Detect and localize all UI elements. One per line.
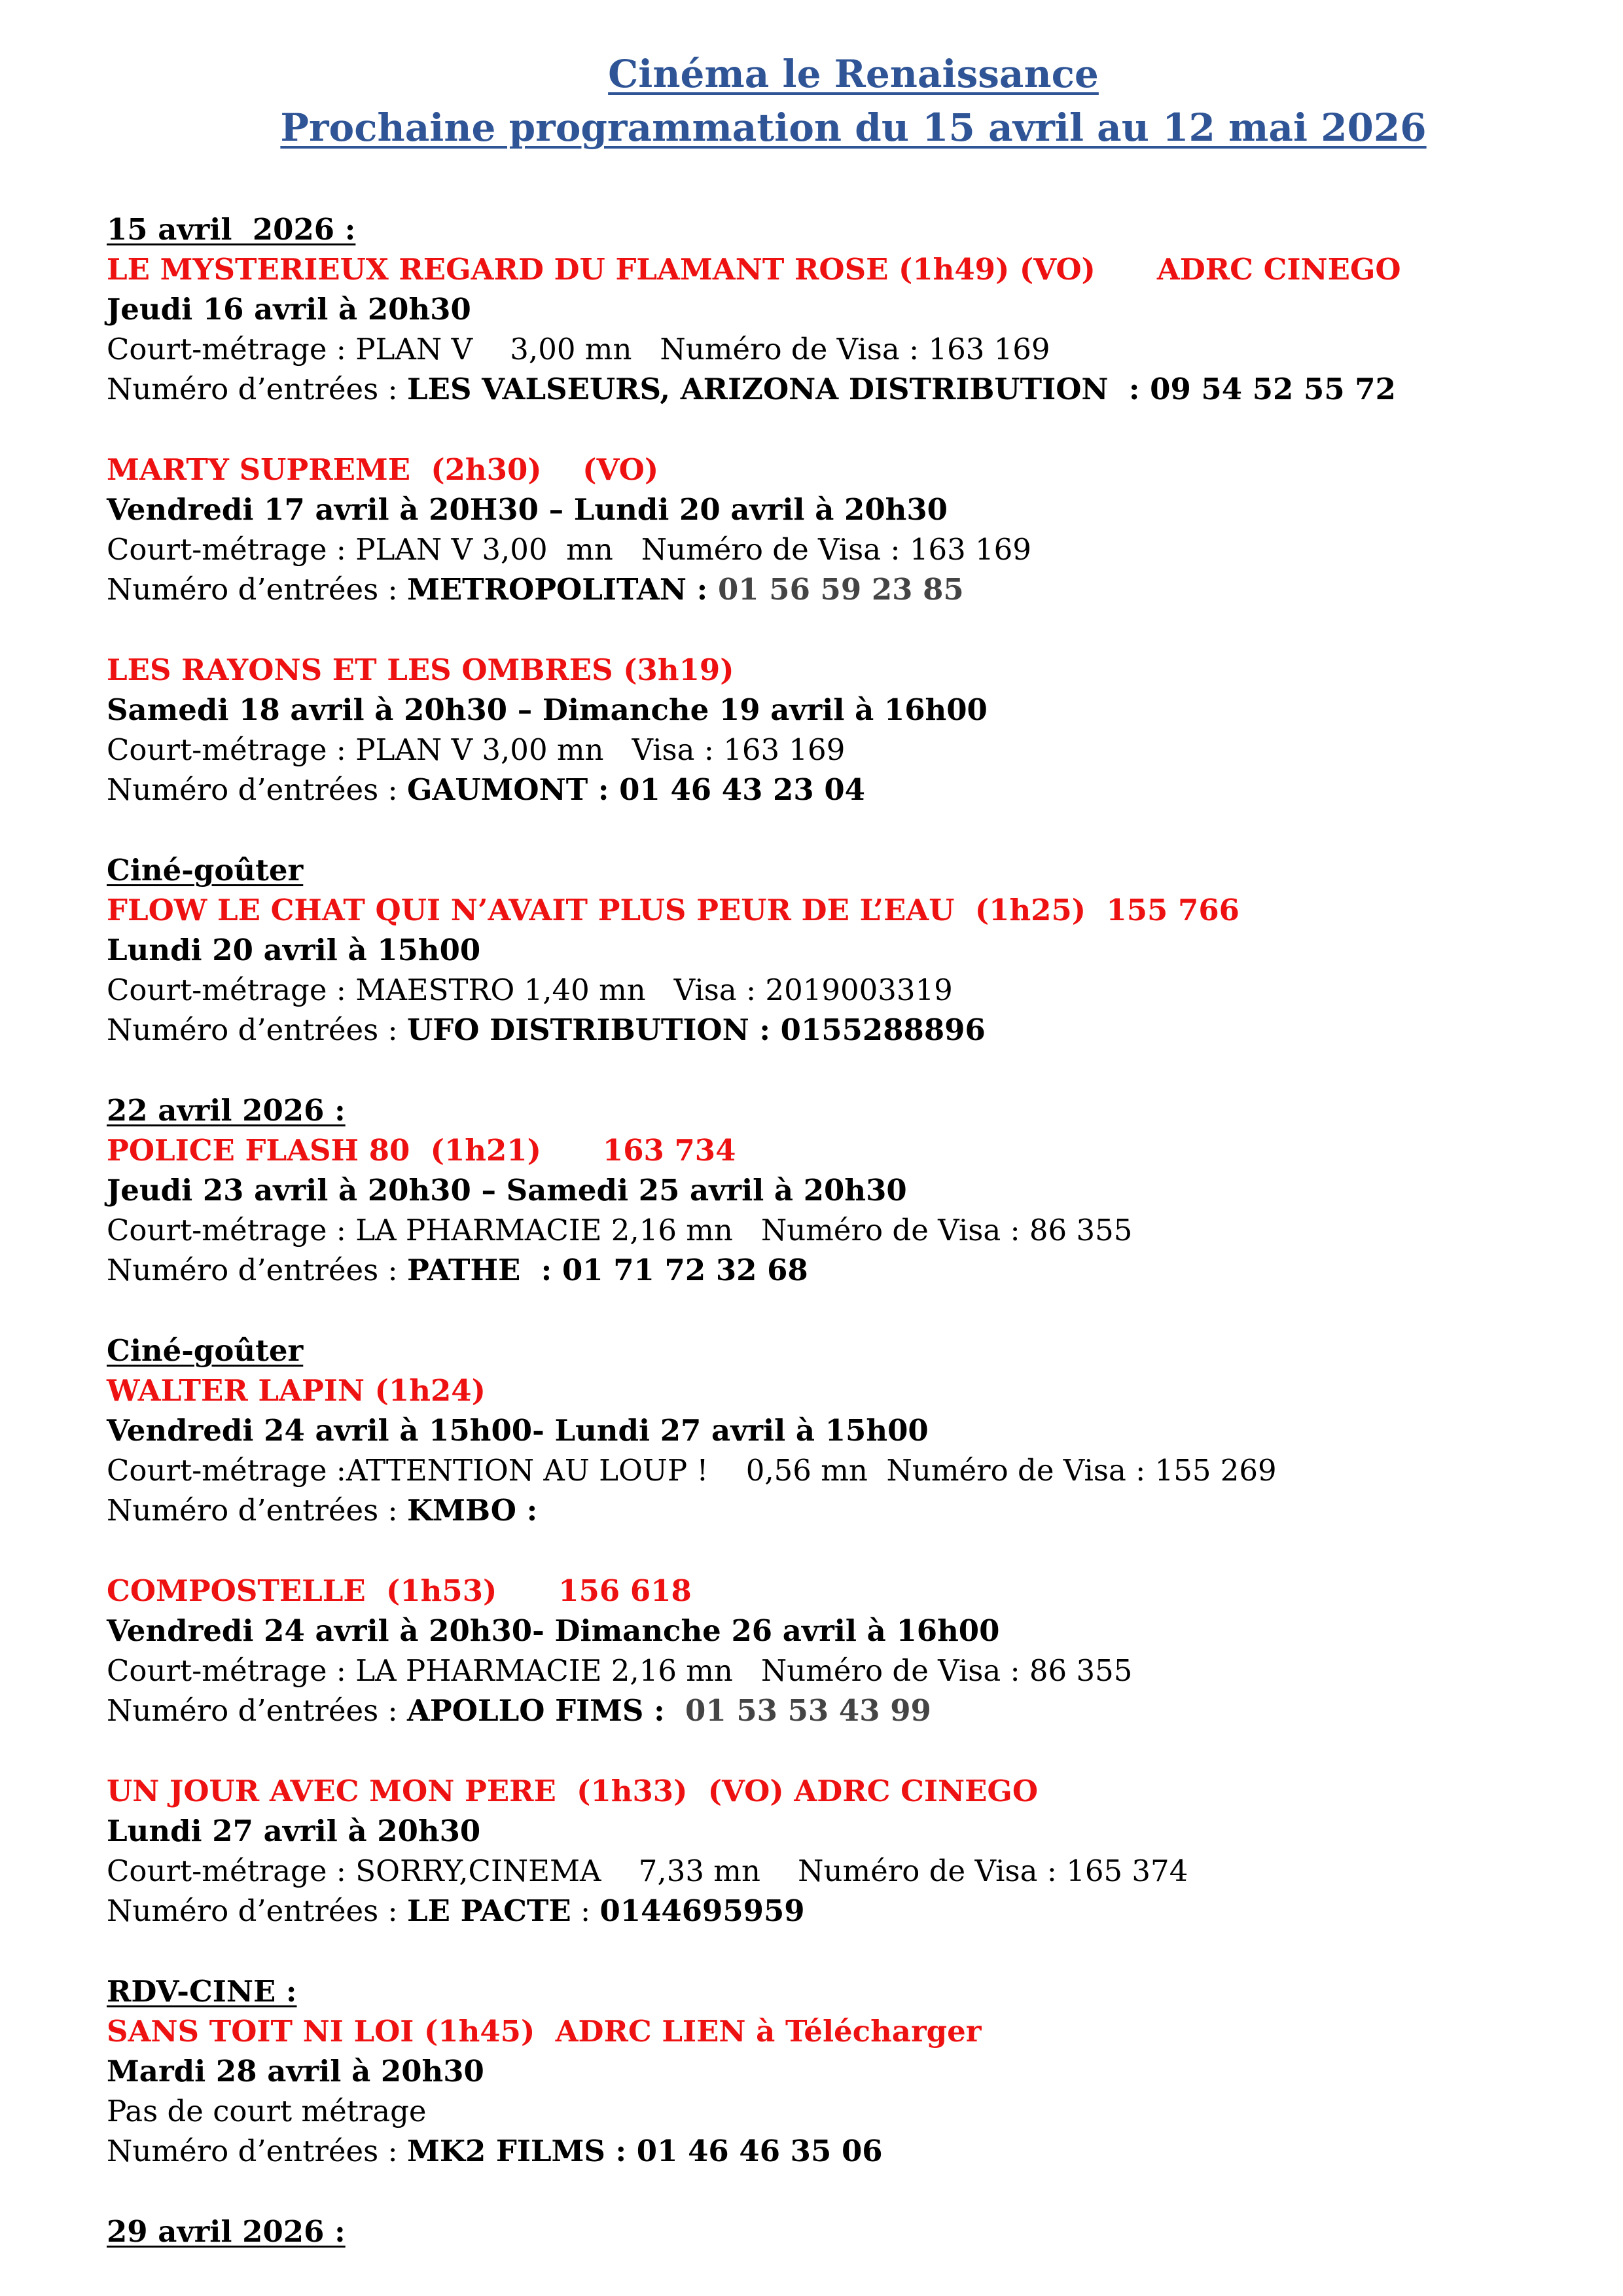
- distributor-phone: 01 56 59 23 85: [717, 572, 964, 607]
- film-title: LE MYSTERIEUX REGARD DU FLAMANT ROSE (1h49) (VO) ADRC CINEGO: [107, 252, 1401, 287]
- short-film-info: Court-métrage : SORRY,CINEMA 7,33 mn Numéro de Visa : 165 374: [107, 1854, 1188, 1888]
- date-heading: 22 avril 2026 :: [107, 1093, 346, 1128]
- admissions-label: Numéro d’entrées :: [107, 1693, 408, 1728]
- admissions-label: Numéro d’entrées :: [107, 772, 408, 807]
- short-film-info: Court-métrage :ATTENTION AU LOUP ! 0,56 mn Numéro de Visa : 155 269: [107, 1453, 1277, 1488]
- admissions-label: Numéro d’entrées :: [107, 572, 408, 607]
- separator: :: [571, 1893, 600, 1928]
- film-title: UN JOUR AVEC MON PERE (1h33) (VO) ADRC CINEGO: [107, 1774, 1039, 1808]
- date-heading: 29 avril 2026 :: [107, 2214, 346, 2249]
- section-heading: Ciné-goûter: [107, 1333, 304, 1368]
- distributor-phone: 0144695959: [599, 1893, 805, 1928]
- screening-times: Samedi 18 avril à 20h30 – Dimanche 19 avril à 16h00: [107, 692, 988, 727]
- admissions-label: Numéro d’entrées :: [107, 1253, 408, 1287]
- distributor: APOLLO FIMS :: [407, 1693, 686, 1728]
- admissions-label: Numéro d’entrées :: [107, 1493, 408, 1528]
- film-title: SANS TOIT NI LOI (1h45) ADRC LIEN à Télécharger: [107, 2014, 982, 2049]
- short-film-info: Court-métrage : PLAN V 3,00 mn Numéro de Visa : 163 169: [107, 532, 1031, 567]
- short-film-info: Court-métrage : PLAN V 3,00 mn Visa : 163 169: [107, 732, 846, 767]
- distributor: UFO DISTRIBUTION : 0155288896: [407, 1013, 986, 1047]
- admissions-label: Numéro d’entrées :: [107, 2134, 408, 2168]
- film-title: MARTY SUPREME (2h30) (VO): [107, 452, 659, 487]
- screening-times: Jeudi 16 avril à 20h30: [107, 292, 471, 327]
- admissions-line: [107, 2131, 1546, 2171]
- distributor: PATHE : 01 71 72 32 68: [407, 1253, 808, 1287]
- section-heading: RDV-CINE :: [107, 1974, 297, 2009]
- screening-times: Jeudi 23 avril à 20h30 – Samedi 25 avril à 20h30: [107, 1173, 907, 1208]
- admissions-label: Numéro d’entrées :: [107, 1893, 408, 1928]
- program-title: Prochaine programmation du 15 avril au 12 mai 2026: [280, 105, 1427, 150]
- short-film-info: Court-métrage : LA PHARMACIE 2,16 mn Numéro de Visa : 86 355: [107, 1213, 1133, 1247]
- admissions-line: [107, 1891, 1546, 1931]
- admissions-line: [107, 1010, 1546, 1050]
- distributor: KMBO :: [407, 1493, 538, 1528]
- distributor: MK2 FILMS : 01 46 46 35 06: [407, 2134, 883, 2168]
- screening-times: Vendredi 17 avril à 20H30 – Lundi 20 avril à 20h30: [107, 492, 948, 527]
- distributor: METROPOLITAN :: [407, 572, 718, 607]
- screening-times: Mardi 28 avril à 20h30: [107, 2054, 484, 2089]
- film-title: COMPOSTELLE (1h53) 156 618: [107, 1573, 692, 1608]
- screening-times: Vendredi 24 avril à 15h00- Lundi 27 avril à 15h00: [107, 1413, 929, 1448]
- short-film-info: Court-métrage : LA PHARMACIE 2,16 mn Numéro de Visa : 86 355: [107, 1653, 1133, 1688]
- date-heading: 15 avril 2026 :: [107, 212, 356, 247]
- admissions-line: [107, 569, 1546, 609]
- screening-times: Lundi 20 avril à 15h00: [107, 933, 481, 967]
- screening-times: Lundi 27 avril à 20h30: [107, 1814, 481, 1848]
- admissions-label: Numéro d’entrées :: [107, 372, 408, 406]
- distributor: LES VALSEURS, ARIZONA DISTRIBUTION : 09 54 52 55 72: [407, 372, 1396, 406]
- admissions-line: [107, 369, 1546, 409]
- short-film-info: Pas de court métrage: [107, 2094, 427, 2128]
- cinema-title: Cinéma le Renaissance: [608, 52, 1099, 96]
- short-film-info: Court-métrage : PLAN V 3,00 mn Numéro de Visa : 163 169: [107, 332, 1050, 367]
- film-title: LES RAYONS ET LES OMBRES (3h19): [107, 653, 734, 687]
- film-title: POLICE FLASH 80 (1h21) 163 734: [107, 1133, 736, 1168]
- program-list: [107, 209, 1546, 2251]
- admissions-line: [107, 1250, 1546, 1290]
- distributor: LE PACTE: [407, 1893, 571, 1928]
- distributor: GAUMONT : 01 46 43 23 04: [407, 772, 865, 807]
- admissions-line: [107, 1490, 1546, 1530]
- section-heading: Ciné-goûter: [107, 853, 304, 888]
- film-title: FLOW LE CHAT QUI N’AVAIT PLUS PEUR DE L’EAU (1h25) 155 766: [107, 893, 1240, 927]
- admissions-line: [107, 1691, 1546, 1731]
- admissions-label: Numéro d’entrées :: [107, 1013, 408, 1047]
- distributor-phone: 01 53 53 43 99: [685, 1693, 931, 1728]
- admissions-line: [107, 770, 1546, 810]
- screening-times: Vendredi 24 avril à 20h30- Dimanche 26 avril à 16h00: [107, 1613, 1000, 1648]
- film-title: WALTER LAPIN (1h24): [107, 1373, 486, 1408]
- short-film-info: Court-métrage : MAESTRO 1,40 mn Visa : 2019003319: [107, 973, 953, 1007]
